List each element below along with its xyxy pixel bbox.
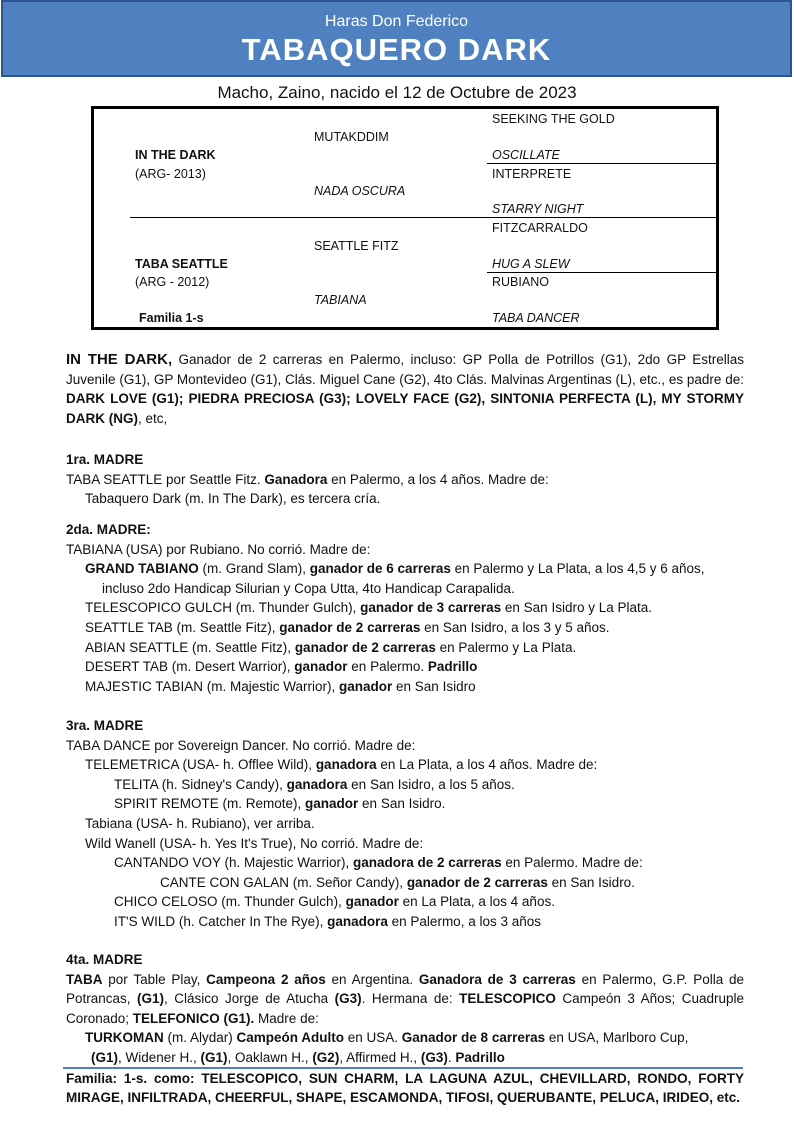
- dam3-heading: 3ra. MADRE: [66, 718, 144, 733]
- stud-name: Haras Don Federico: [324, 13, 469, 30]
- familia-note: Familia: 1-s. como: TELESCOPICO, SUN CHARM, LA LAGUNA AZUL, CHEVILLARD, RONDO, FORTY MIRAGE, INFILTRADA, CHEERFUL, SHAPE, ESCAMONDA, TIFOSI, QUERUBANTE, PELUCA, IRIDEO, etc.: [66, 1071, 744, 1105]
- ped-dd-dam: TABA DANCER: [492, 311, 580, 325]
- dam1-offspring: Tabaquero Dark (m. In The Dark), es tercera cría.: [85, 491, 381, 507]
- dam2-offspring: GRAND TABIANO (m. Grand Slam), ganador de 6 carreras en Palermo y La Plata, a los 4,5 y 6 años,: [85, 561, 705, 577]
- dam3-offspring: Tabiana (USA- h. Rubiano), ver arriba.: [85, 815, 315, 831]
- dam2-offspring-cont: incluso 2do Handicap Silurian y Copa Utta, 4to Handicap Carapalida.: [102, 580, 515, 596]
- ped-ds-dam: HUG A SLEW: [492, 257, 570, 271]
- horse-name: TABAQUERO DARK: [241, 32, 552, 67]
- dam4-heading: 4ta. MADRE: [66, 952, 143, 967]
- dam2-offspring: ABIAN SEATTLE (m. Seattle Fitz), ganador de 2 carreras en Palermo y La Plata.: [85, 639, 577, 655]
- dam3-intro: TABA DANCE por Sovereign Dancer. No corrió. Madre de:: [66, 737, 416, 753]
- dam4-section: [66, 950, 744, 1068]
- ped-sd-dam: STARRY NIGHT: [492, 202, 584, 216]
- dam3-great-offspring: CANTE CON GALAN (m. Señor Candy), ganador de 2 carreras en San Isidro.: [160, 874, 635, 890]
- ped-ds-sire: FITZCARRALDO: [492, 221, 588, 235]
- ped-dam-sire: SEATTLE FITZ: [314, 239, 399, 253]
- header-banner: [1, 0, 792, 77]
- dam3-grand-offspring: SPIRIT REMOTE (m. Remote), ganador en San Isidro.: [114, 796, 446, 812]
- ped-dam-info: (ARG - 2012): [135, 275, 210, 289]
- dam3-grand-offspring: CANTANDO VOY (h. Majestic Warrior), ganadora de 2 carreras en Palermo. Madre de:: [114, 855, 643, 871]
- dam3-offspring: Wild Wanell (USA- h. Yes It's True), No corrió. Madre de:: [85, 835, 424, 851]
- ped-divider: [487, 272, 719, 273]
- ped-ss-dam: OSCILLATE: [492, 148, 560, 162]
- dam3-section: [66, 716, 744, 932]
- dam2-offspring: TELESCOPICO GULCH (m. Thunder Gulch), ganador de 3 carreras en San Isidro y La Plata.: [85, 600, 652, 616]
- ped-divider-main: [130, 217, 719, 218]
- ped-sire-sire: MUTAKDDIM: [314, 130, 389, 144]
- ped-family: Familia 1-s: [139, 311, 204, 325]
- dam3-grand-offspring: TELITA (h. Sidney's Candy), ganadora en San Isidro, a los 5 años.: [114, 776, 515, 792]
- ped-dam-dam: TABIANA: [314, 293, 367, 307]
- dam1-heading: 1ra. MADRE: [66, 452, 144, 467]
- ped-sire: IN THE DARK: [135, 148, 216, 162]
- dam3-grand-offspring: CHICO CELOSO (m. Thunder Gulch), ganador en La Plata, a los 4 años.: [114, 894, 555, 910]
- dam3-offspring: TELEMETRICA (USA- h. Offlee Wild), ganadora en La Plata, a los 4 años. Madre de:: [85, 757, 598, 773]
- ped-dd-sire: RUBIANO: [492, 275, 549, 289]
- dam2-offspring: MAJESTIC TABIAN (m. Majestic Warrior), ganador en San Isidro: [85, 678, 476, 694]
- birth-info: Macho, Zaino, nacido el 12 de Octubre de 2023: [217, 83, 577, 102]
- sire-summary: [66, 350, 744, 428]
- ped-sire-dam: NADA OSCURA: [314, 184, 406, 198]
- dam4-paragraph: TABA por Table Play, Campeona 2 años en Argentina. Ganadora de 3 carreras en Palermo, G.P. Polla de Potrancas, (G1), Clásico Jorge de Atucha (G3). Hermana de: TELESCOPICO Campeón 3 Años; Cuadruple Coronado; TELEFONICO (G1). Madre de:: [66, 971, 744, 1026]
- sire-progeny: DARK LOVE (G1); PIEDRA PRECIOSA (G3); LOVELY FACE (G2), SINTONIA PERFECTA (L), MY STORMY DARK (NG): [66, 391, 744, 426]
- dam3-grand-offspring: IT'S WILD (h. Catcher In The Rye), ganadora en Palermo, a los 3 años: [114, 913, 541, 929]
- ped-sire-info: (ARG- 2013): [135, 167, 206, 181]
- ped-dam: TABA SEATTLE: [135, 257, 228, 271]
- sire-summary-name: IN THE DARK,: [66, 351, 173, 368]
- dam1-section: [66, 450, 744, 509]
- dam1-line: TABA SEATTLE por Seattle Fitz. Ganadora en Palermo, a los 4 años. Madre de:: [66, 471, 549, 487]
- dam4-offspring: TURKOMAN (m. Alydar) Campeón Adulto en USA. Ganador de 8 carreras en USA, Marlboro Cup,: [85, 1030, 689, 1046]
- ped-sd-sire: INTERPRETE: [492, 167, 572, 181]
- dam2-heading: 2da. MADRE:: [66, 522, 151, 537]
- dam2-offspring: DESERT TAB (m. Desert Warrior), ganador en Palermo. Padrillo: [85, 659, 478, 675]
- dam2-section: [66, 520, 744, 696]
- ped-divider: [487, 163, 719, 164]
- dam4-offspring-cont: (G1), Widener H., (G1), Oaklawn H., (G2), Affirmed H., (G3). Padrillo: [91, 1049, 505, 1065]
- pedigree-table: [91, 106, 719, 330]
- ped-ss-sire: SEEKING THE GOLD: [492, 112, 615, 126]
- dam2-intro: TABIANA (USA) por Rubiano. No corrió. Madre de:: [66, 541, 371, 557]
- sire-summary-tail: , etc,: [138, 410, 168, 426]
- dam2-offspring: SEATTLE TAB (m. Seattle Fitz), ganador de 2 carreras en San Isidro, a los 3 y 5 años.: [85, 619, 610, 635]
- sire-summary-text: Ganador de 2 carreras en Palermo, incluso: GP Polla de Potrillos (G1), 2do GP Estrellas Juvenile (G1), GP Montevideo (G1), Clás. Miguel Cane (G2), 4to Clás. Malvinas Argentinas (L), etc., es padre de:: [66, 352, 744, 387]
